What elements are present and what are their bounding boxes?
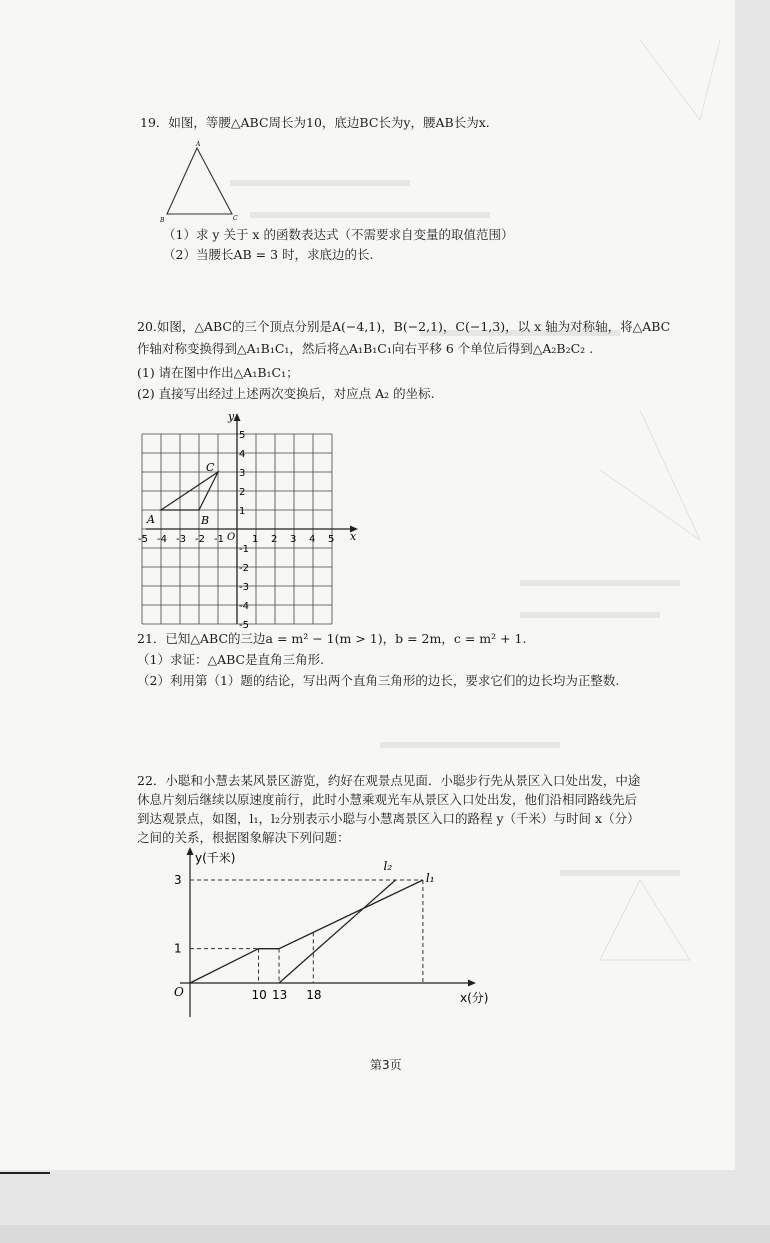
y-axis-label: y — [228, 410, 235, 423]
series-l2-line — [279, 880, 395, 983]
y-tick-labels — [174, 873, 182, 956]
y-tick-label: -3 — [239, 582, 249, 593]
q22-line4: 之间的关系，根据图象解决下列问题： — [137, 830, 350, 845]
x-tick-label: 13 — [272, 988, 288, 1002]
point-c-label: C — [206, 461, 215, 474]
q19-part2: （2）当腰长AB = 3 时，求底边的长. — [163, 247, 374, 262]
x-axis-label: x — [350, 530, 357, 543]
x-tick-label: -3 — [176, 534, 186, 545]
series-l1-line — [190, 880, 423, 983]
x-axis-arrow-icon — [468, 980, 476, 987]
triangle-abc — [167, 148, 232, 214]
x-tick-label: -2 — [195, 534, 205, 545]
x-tick-label: 4 — [309, 534, 316, 545]
y-axis-label: y(千米) — [195, 851, 236, 865]
y-tick-label: -1 — [239, 544, 249, 555]
y-tick-label: 5 — [239, 430, 246, 441]
origin-label: O — [227, 532, 236, 543]
y-tick-label: 4 — [239, 449, 246, 460]
y-tick-label: -4 — [239, 601, 249, 612]
point-b-label: B — [201, 514, 210, 527]
origin-label: O — [174, 985, 184, 999]
x-tick-label: -4 — [157, 534, 167, 545]
x-tick-label: -1 — [214, 534, 224, 545]
point-a-label: A — [147, 513, 155, 526]
series-l1-label: l₁ — [425, 871, 435, 885]
q20-coordinate-grid — [140, 410, 365, 632]
y-tick-labels — [239, 430, 249, 631]
y-tick-label: 1 — [239, 506, 246, 517]
q20-part2: (2) 直接写出经过上述两次变换后，对应点 A₂ 的坐标. — [137, 386, 435, 401]
q20-stem-line1: 20.如图，△ABC的三个顶点分别是A(−4,1)，B(−2,1)，C(−1,3)，以 x 轴为对称轴，将△ABC — [137, 319, 671, 334]
page-number: 第3页 — [370, 1058, 402, 1072]
x-tick-labels — [252, 988, 322, 1002]
x-tick-label: -5 — [138, 534, 148, 545]
q22-line1: 22．小聪和小慧去某风景区游览，约好在观景点见面．小聪步行先从景区入口处出发，中途 — [137, 773, 641, 788]
q22-line3: 到达观景点，如图，l₁，l₂分别表示小聪与小慧离景区入口的路程 y（千米）与时间 x（分） — [137, 811, 640, 826]
x-tick-label: 10 — [251, 988, 267, 1002]
x-tick-labels — [138, 534, 334, 545]
x-tick-label: 3 — [290, 534, 297, 545]
x-tick-label: 18 — [306, 988, 322, 1002]
q20-part1: (1) 请在图中作出△A₁B₁C₁； — [137, 365, 299, 380]
q21-stem: 21．已知△ABC的三边a = m² − 1(m > 1)，b = 2m，c = m² + 1. — [137, 631, 527, 646]
y-axis-arrow-icon — [234, 413, 241, 421]
x-tick-label: 2 — [271, 534, 278, 545]
x-axis-label: x(分) — [460, 991, 489, 1005]
y-tick-label: 3 — [174, 873, 182, 887]
scan-bottom-margin — [0, 1225, 770, 1243]
scan-edge-mark — [0, 1172, 50, 1174]
q19-part1: （1）求 y 关于 x 的函数表达式（不需要求自变量的取值范围） — [163, 227, 514, 242]
y-tick-label: 1 — [174, 941, 182, 956]
series-l2-label: l₂ — [383, 859, 393, 873]
y-tick-label: 3 — [239, 468, 246, 479]
vertex-b-label: B — [160, 217, 165, 224]
y-tick-label: 2 — [239, 487, 246, 498]
y-tick-label: -5 — [239, 620, 249, 631]
q21-part2: （2）利用第（1）题的结论，写出两个直角三角形的边长，要求它们的边长均为正整数. — [137, 673, 620, 688]
vertex-c-label: C — [233, 215, 238, 222]
q19-triangle-figure — [155, 140, 245, 225]
y-axis-arrow-icon — [187, 847, 194, 855]
q19-stem: 19．如图，等腰△ABC周长为10，底边BC长为y，腰AB长为x. — [140, 115, 490, 130]
q21-part1: （1）求证：△ABC是直角三角形. — [137, 652, 325, 667]
q20-stem-line2: 作轴对称变换得到△A₁B₁C₁，然后将△A₁B₁C₁向右平移 6 个单位后得到△A₂B₂C₂ . — [137, 341, 594, 356]
x-tick-label: 5 — [328, 534, 335, 545]
q22-line2: 休息片刻后继续以原速度前行，此时小慧乘观光车从景区入口处出发，他们沿相同路线先后 — [137, 792, 638, 807]
dashed-guides — [190, 880, 423, 983]
x-tick-label: 1 — [252, 534, 259, 545]
y-tick-label: -2 — [239, 563, 249, 574]
q22-distance-time-graph — [160, 842, 510, 1022]
vertex-a-label: A — [196, 141, 201, 148]
